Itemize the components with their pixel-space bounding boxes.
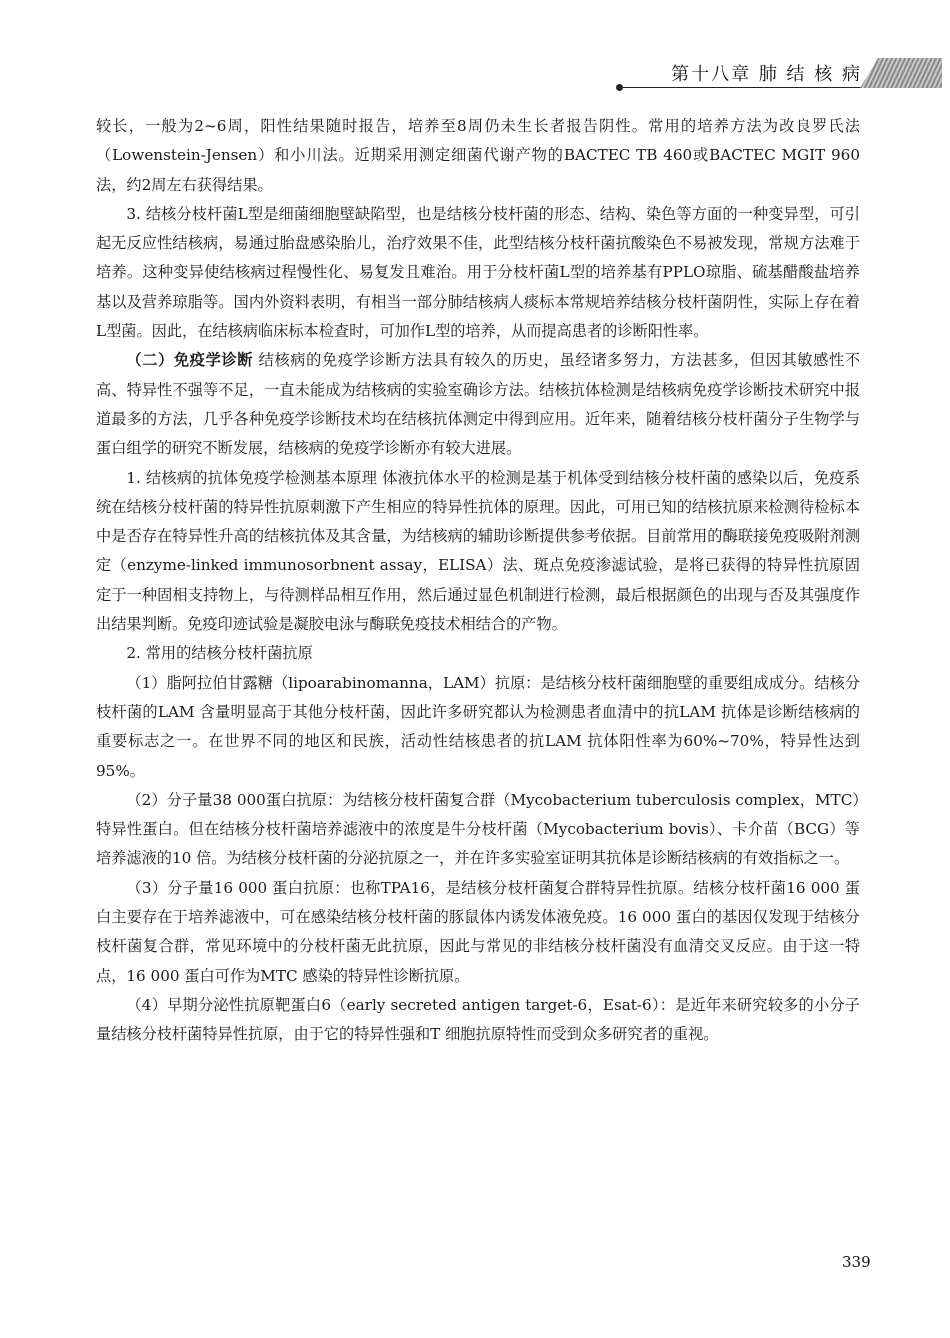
section-heading-immunology: （二）免疫学诊断 <box>126 351 254 370</box>
paragraph-common-antigens: 2. 常用的结核分枝杆菌抗原 <box>126 644 313 663</box>
subheading-antibody-principle: 1. 结核病的抗体免疫学检测基本原理 <box>126 468 378 487</box>
header-decoration <box>860 58 942 88</box>
section-body-immunology: 结核病的免疫学诊断方法具有较久的历史，虽经诸多努力，方法甚多，但因其敏感性不高、特异性不强等不足，一直未能成为结核病的实验室确诊方法。结核抗体检测是结核病免疫学诊断技术研究中报道最多的方法，几乎各种免疫学诊断技术均在结核抗体测定中得到应用。近年来，随着结核分枝杆菌分子生物学与蛋白组学的研究不断发展，结核病的免疫学诊断亦有较大进展。 <box>96 351 861 458</box>
page-body <box>96 112 860 1050</box>
body-antibody-principle: 体液抗体水平的检测是基于机体受到结核分枝杆菌的感染以后，免疫系统在结核分枝杆菌的特异性抗原刺激下产生相应的特异性抗体的原理。因此，可用已知的结核抗原来检测待检标本中是否存在特异性升高的结核抗体及其含量，为结核病的辅助诊断提供参考依据。目前常用的酶联接免疫吸附剂测定（enzyme-linked immunosorbnent assay，ELISA）法、斑点免疫渗滤试验，是将已获得的特异性抗原固定于一种固相支持物上，与待测样品相互作用，然后通过显色机制进行检测，最后根据颜色的出现与否及其强度作出结果判断。免疫印迹试验是凝胶电泳与酶联免疫技术相结合的产物。 <box>96 468 861 634</box>
paragraph-lam-antigen: （1）脂阿拉伯甘露糖（lipoarabinomanna，LAM）抗原：是结核分枝杆菌细胞壁的重要组成成分。结核分枝杆菌的LAM 含量明显高于其他分枝杆菌，因此许多研究都认为检测患者血清中的抗LAM 抗体是诊断结核病的重要标志之一。在世界不同的地区和民族，活动性结核患者的抗LAM 抗体阳性率为60%~70%，特异性达到95%。 <box>96 673 860 780</box>
chapter-title: 第十八章 肺 结 核 病 <box>671 64 862 85</box>
paragraph-38000-antigen: （2）分子量38 000蛋白抗原：为结核分枝杆菌复合群（Mycobacterium tuberculosis complex，MTC）特异性蛋白。但在结核分枝杆菌培养滤液中的浓度是牛分枝杆菌（Mycobacterium bovis）、卡介苗（BCG）等培养滤液的10 倍。为结核分枝杆菌的分泌抗原之一，并在许多实验室证明其抗体是诊断结核病的有效指标之一。 <box>96 790 860 868</box>
paragraph-l-form: 3. 结核分枝杆菌L型是细菌细胞壁缺陷型，也是结核分枝杆菌的形态、结构、染色等方面的一种变异型，可引起无反应性结核病，易通过胎盘感染胎儿，治疗效果不佳，此型结核分枝杆菌抗酸染色不易被发现，常规方法难于培养。这种变异使结核病过程慢性化、易复发且难治。用于分枝杆菌L型的培养基有PPLO琼脂、硫基醋酸盐培养基以及营养琼脂等。国内外资料表明，有相当一部分肺结核病人痰标本常规培养结核分枝杆菌阴性，实际上存在着L型菌。因此，在结核病临床标本检查时，可加作L型的培养，从而提高患者的诊断阳性率。 <box>96 204 860 341</box>
header-dot <box>616 84 623 91</box>
paragraph-culture-methods: 较长，一般为2~6周，阳性结果随时报告，培养至8周仍未生长者报告阴性。常用的培养方法为改良罗氏法（Lowenstein-Jensen）和小川法。近期采用测定细菌代谢产物的BACTEC TB 460或BACTEC MGIT 960法，约2周左右获得结果。 <box>96 117 860 194</box>
paragraph-16000-antigen: （3）分子量16 000 蛋白抗原：也称TPA16，是结核分枝杆菌复合群特异性抗原。结核分枝杆菌16 000 蛋白主要存在于培养滤液中，可在感染结核分枝杆菌的豚鼠体内诱发体液免疫。16 000 蛋白的基因仅发现于结核分枝杆菌复合群，常见环境中的分枝杆菌无此抗原，因此与常见的非结核分枝杆菌没有血清交叉反应。由于这一特点，16 000 蛋白可作为MTC 感染的特异性诊断抗原。 <box>96 878 860 985</box>
paragraph-immunology-diagnosis <box>96 346 860 463</box>
paragraph-esat6-antigen: （4）早期分泌性抗原靶蛋白6（early secreted antigen target-6，Esat-6）：是近年来研究较多的小分子量结核分枝杆菌特异性抗原，由于它的特异性强和T 细胞抗原特性而受到众多研究者的重视。 <box>96 995 860 1044</box>
running-header <box>610 56 950 90</box>
page-number: 339 <box>842 1253 871 1271</box>
paragraph-antibody-principle <box>96 464 860 640</box>
header-rule <box>620 87 870 88</box>
